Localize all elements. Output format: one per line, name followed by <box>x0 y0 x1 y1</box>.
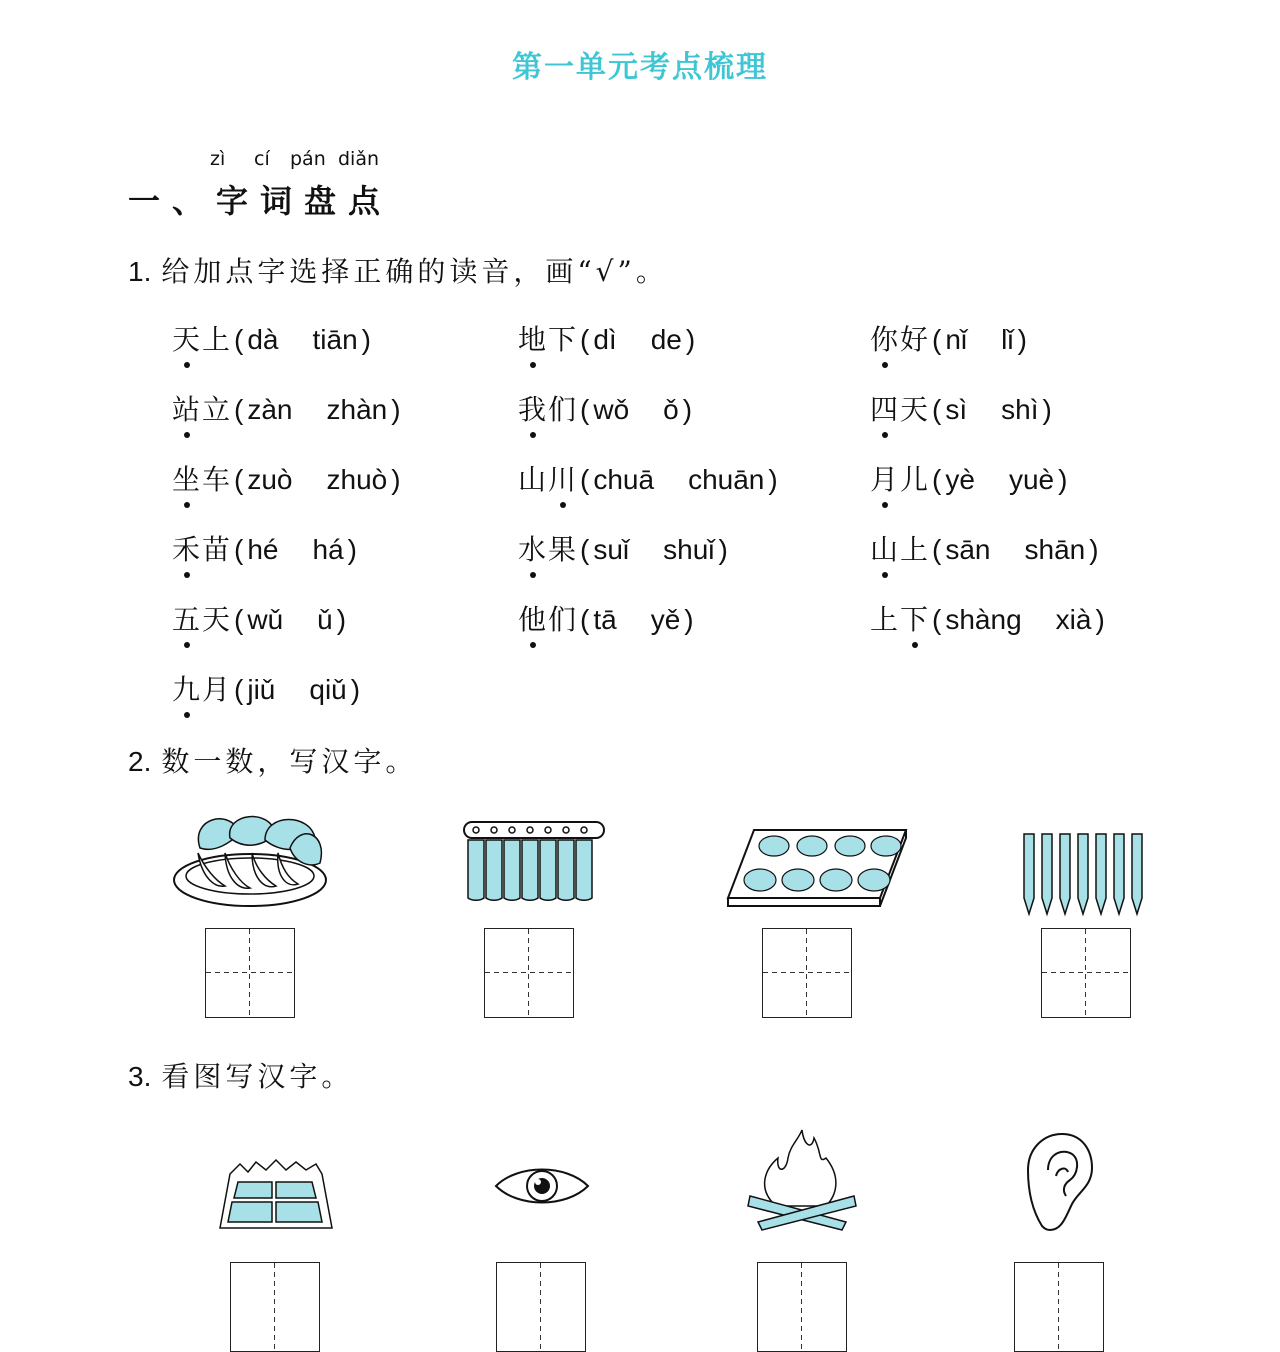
pinyin-option[interactable]: yě <box>650 604 681 635</box>
item-char: 下 <box>548 323 579 356</box>
pinyin-option[interactable]: zhàn <box>326 394 388 425</box>
paren-close: ) <box>1017 324 1027 355</box>
pinyin-choices <box>232 394 401 426</box>
pinyin-zi: zì <box>210 148 226 170</box>
paren-close: ) <box>768 464 778 495</box>
paren-close: ) <box>391 464 401 495</box>
item-char: 上 <box>900 533 931 566</box>
pinyin-option[interactable]: dì <box>593 324 617 355</box>
pencils-icon <box>1020 830 1152 920</box>
reading-item <box>172 598 346 638</box>
pinyin-ci: cí <box>254 148 270 170</box>
reading-item <box>172 388 401 428</box>
pinyin-choices <box>578 394 692 426</box>
item-word <box>518 388 578 428</box>
paren-close: ) <box>361 324 371 355</box>
item-char: 天 <box>202 603 233 636</box>
paren-open: ( <box>580 324 590 355</box>
reading-item <box>518 388 692 428</box>
item-word <box>172 528 232 568</box>
item-char: 山 <box>518 463 549 496</box>
writing-grid-1[interactable] <box>205 928 295 1018</box>
dotted-char: 站 <box>172 388 202 428</box>
pinyin-option[interactable]: sì <box>945 394 968 425</box>
dotted-char: 我 <box>518 388 548 428</box>
item-word <box>518 528 578 568</box>
reading-item <box>172 458 401 498</box>
item-word <box>870 318 930 358</box>
item-word <box>518 458 578 498</box>
item-word <box>518 598 578 638</box>
dotted-char: 五 <box>172 598 202 638</box>
pinyin-option[interactable]: qiǔ <box>309 674 347 705</box>
pinyin-option[interactable]: yuè <box>1008 464 1055 495</box>
dotted-char: 四 <box>870 388 900 428</box>
question-2-number: 2. <box>128 746 152 777</box>
pinyin-option[interactable]: jiǔ <box>247 674 276 705</box>
field-icon <box>214 1158 338 1234</box>
pinyin-option[interactable]: yè <box>945 464 975 495</box>
pinyin-choices <box>930 324 1027 356</box>
reading-item <box>870 388 1052 428</box>
reading-item <box>172 668 360 708</box>
writing-grid-7[interactable] <box>757 1262 847 1352</box>
item-char: 天 <box>900 393 931 426</box>
item-word <box>870 528 930 568</box>
pinyin-option[interactable]: shàng <box>945 604 1022 635</box>
pinyin-option[interactable]: zhuò <box>326 464 388 495</box>
paren-open: ( <box>234 534 244 565</box>
question-3-number: 3. <box>128 1061 152 1092</box>
question-2 <box>128 740 417 780</box>
item-char: 们 <box>548 603 579 636</box>
reading-item <box>518 528 728 568</box>
dotted-char: 川 <box>548 458 578 498</box>
writing-grid-5[interactable] <box>230 1262 320 1352</box>
pinyin-option[interactable]: hé <box>247 534 279 565</box>
paren-open: ( <box>234 324 244 355</box>
paren-open: ( <box>932 464 942 495</box>
dotted-char: 水 <box>518 528 548 568</box>
pinyin-choices <box>930 604 1105 636</box>
item-char: 们 <box>548 393 579 426</box>
pinyin-option[interactable]: shì <box>1001 394 1039 425</box>
pinyin-option[interactable]: zuò <box>247 464 293 495</box>
pinyin-choices <box>232 604 346 636</box>
pinyin-choices <box>930 394 1052 426</box>
paren-open: ( <box>932 604 942 635</box>
pinyin-option[interactable]: tiān <box>312 324 358 355</box>
item-char: 儿 <box>900 463 931 496</box>
dotted-char: 他 <box>518 598 548 638</box>
item-word <box>870 458 930 498</box>
paren-open: ( <box>932 534 942 565</box>
hanging-towels-icon <box>460 818 610 906</box>
paren-open: ( <box>932 394 942 425</box>
writing-grid-3[interactable] <box>762 928 852 1018</box>
paren-open: ( <box>580 534 590 565</box>
pinyin-choices <box>578 324 695 356</box>
pinyin-option[interactable]: xià <box>1055 604 1092 635</box>
page-title: 第一单元考点梳理 <box>512 50 768 85</box>
item-char: 苗 <box>202 533 233 566</box>
ear-icon <box>1022 1130 1096 1234</box>
pinyin-choices <box>232 324 371 356</box>
pinyin-choices <box>232 534 357 566</box>
cabbage-plate-icon <box>170 808 330 912</box>
pinyin-choices <box>232 464 401 496</box>
paren-close: ) <box>336 604 347 635</box>
writing-grid-8[interactable] <box>1014 1262 1104 1352</box>
pinyin-choices <box>232 674 360 706</box>
pinyin-dian: diǎn <box>338 148 380 170</box>
writing-grid-2[interactable] <box>484 928 574 1018</box>
paren-close: ) <box>350 674 361 705</box>
dotted-char: 坐 <box>172 458 202 498</box>
item-char: 好 <box>900 323 931 356</box>
paren-close: ) <box>682 394 693 425</box>
question-3 <box>128 1055 353 1095</box>
writing-grid-6[interactable] <box>496 1262 586 1352</box>
item-word <box>172 458 232 498</box>
paren-close: ) <box>391 394 401 425</box>
pinyin-choices <box>578 604 694 636</box>
item-word <box>172 598 232 638</box>
item-char: 果 <box>548 533 579 566</box>
dotted-char: 月 <box>870 458 900 498</box>
reading-item <box>518 458 778 498</box>
paren-open: ( <box>234 464 244 495</box>
pinyin-option[interactable]: suǐ <box>593 534 630 565</box>
pinyin-choices <box>578 464 778 496</box>
paren-open: ( <box>234 674 244 705</box>
paren-close: ) <box>347 534 357 565</box>
item-char: 上 <box>202 323 233 356</box>
paren-open: ( <box>580 394 590 425</box>
item-word <box>518 318 578 358</box>
pinyin-option[interactable]: sān <box>945 534 991 565</box>
paren-open: ( <box>580 604 590 635</box>
eye-icon <box>492 1164 592 1208</box>
item-char: 车 <box>202 463 233 496</box>
item-word <box>172 668 232 708</box>
reading-item <box>518 318 695 358</box>
question-3-text: 看图写汉字。 <box>161 1060 354 1093</box>
paren-close: ) <box>1095 604 1105 635</box>
section-1-heading: 一、字词盘点 <box>128 182 393 220</box>
paren-close: ) <box>1058 464 1068 495</box>
paren-close: ) <box>684 604 694 635</box>
item-char: 立 <box>202 393 233 426</box>
campfire-icon <box>746 1128 858 1232</box>
pinyin-choices <box>930 534 1099 566</box>
paren-open: ( <box>932 324 942 355</box>
item-char: 月 <box>202 673 233 706</box>
pinyin-option[interactable]: nǐ <box>945 324 968 355</box>
pinyin-pan: pán <box>290 148 326 170</box>
paren-open: ( <box>580 464 590 495</box>
reading-item <box>870 458 1067 498</box>
reading-item <box>870 598 1105 638</box>
pinyin-option[interactable]: lǐ <box>1001 324 1014 355</box>
reading-item <box>172 318 371 358</box>
paren-close: ) <box>685 324 696 355</box>
pinyin-option[interactable]: wǔ <box>247 604 284 635</box>
section-1-pinyin <box>0 148 1280 178</box>
question-2-text: 数一数，写汉字。 <box>161 745 418 778</box>
dotted-char: 下 <box>900 598 930 638</box>
pinyin-option[interactable]: tā <box>593 604 617 635</box>
paren-open: ( <box>234 604 244 635</box>
dotted-char: 山 <box>870 528 900 568</box>
pinyin-option[interactable]: dà <box>247 324 279 355</box>
dotted-char: 你 <box>870 318 900 358</box>
dotted-char: 天 <box>172 318 202 358</box>
item-word <box>172 318 232 358</box>
item-word <box>870 388 930 428</box>
paren-close: ) <box>1042 394 1052 425</box>
pinyin-choices <box>578 534 728 566</box>
dotted-char: 地 <box>518 318 548 358</box>
item-word <box>172 388 232 428</box>
pinyin-option[interactable]: ǔ <box>317 604 333 635</box>
pinyin-option[interactable]: chuā <box>593 464 655 495</box>
reading-item <box>172 528 357 568</box>
pinyin-choices <box>930 464 1067 496</box>
pinyin-option[interactable]: de <box>650 324 682 355</box>
pinyin-option[interactable]: wǒ <box>593 394 630 425</box>
paren-open: ( <box>234 394 244 425</box>
burger-box-icon <box>724 826 910 908</box>
pinyin-option[interactable]: zàn <box>247 394 293 425</box>
item-word <box>870 598 930 638</box>
dotted-char: 九 <box>172 668 202 708</box>
writing-grid-4[interactable] <box>1041 928 1131 1018</box>
pinyin-option[interactable]: há <box>312 534 344 565</box>
question-1-text: 给加点字选择正确的读音，画“√”。 <box>161 255 668 288</box>
paren-close: ) <box>1089 534 1099 565</box>
pinyin-option[interactable]: shān <box>1024 534 1086 565</box>
paren-close: ) <box>718 534 728 565</box>
item-char: 上 <box>870 603 901 636</box>
reading-item <box>870 528 1099 568</box>
question-1 <box>128 250 668 290</box>
pinyin-option[interactable]: chuān <box>688 464 765 495</box>
pinyin-option[interactable]: shuǐ <box>663 534 715 565</box>
dotted-char: 禾 <box>172 528 202 568</box>
reading-item <box>870 318 1027 358</box>
question-1-number: 1. <box>128 256 152 287</box>
pinyin-option[interactable]: ǒ <box>663 394 679 425</box>
reading-item <box>518 598 694 638</box>
